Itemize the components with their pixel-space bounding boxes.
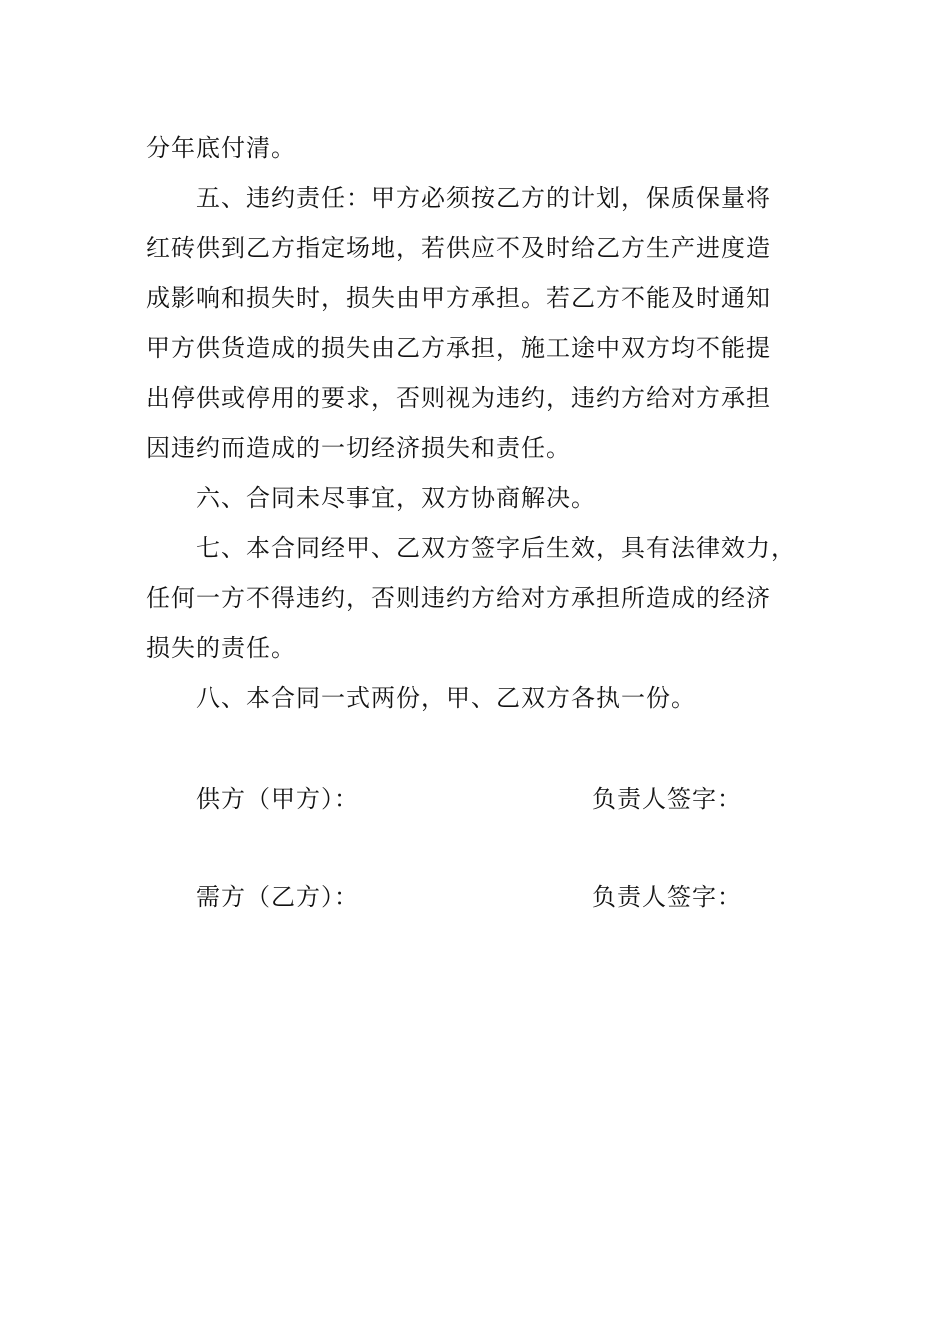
clause-eight-line: 八、本合同一式两份，甲、乙双方各执一份。 [196,684,696,712]
paragraph-line: 甲方供货造成的损失由乙方承担，施工途中双方均不能提 [146,334,771,362]
clause-six-line: 六、合同未尽事宜，双方协商解决。 [196,484,596,512]
paragraph-line: 分年底付清。 [146,134,296,162]
clause-seven-line: 七、本合同经甲、乙双方签字后生效，具有法律效力， [196,534,796,562]
paragraph-line: 任何一方不得违约，否则违约方给对方承担所造成的经济 [146,584,771,612]
clause-five-line: 五、违约责任：甲方必须按乙方的计划，保质保量将 [196,184,771,212]
supplier-label: 供方（甲方）： [196,785,359,813]
buyer-signature-label: 负责人签字： [592,883,742,911]
paragraph-line: 红砖供到乙方指定场地，若供应不及时给乙方生产进度造 [146,234,771,262]
paragraph-line: 成影响和损失时，损失由甲方承担。若乙方不能及时通知 [146,284,771,312]
supplier-signature-label: 负责人签字： [592,785,742,813]
paragraph-line: 因违约而造成的一切经济损失和责任。 [146,434,571,462]
paragraph-line: 损失的责任。 [146,634,296,662]
buyer-label: 需方（乙方）： [196,883,359,911]
paragraph-line: 出停供或停用的要求，否则视为违约，违约方给对方承担 [146,384,771,412]
